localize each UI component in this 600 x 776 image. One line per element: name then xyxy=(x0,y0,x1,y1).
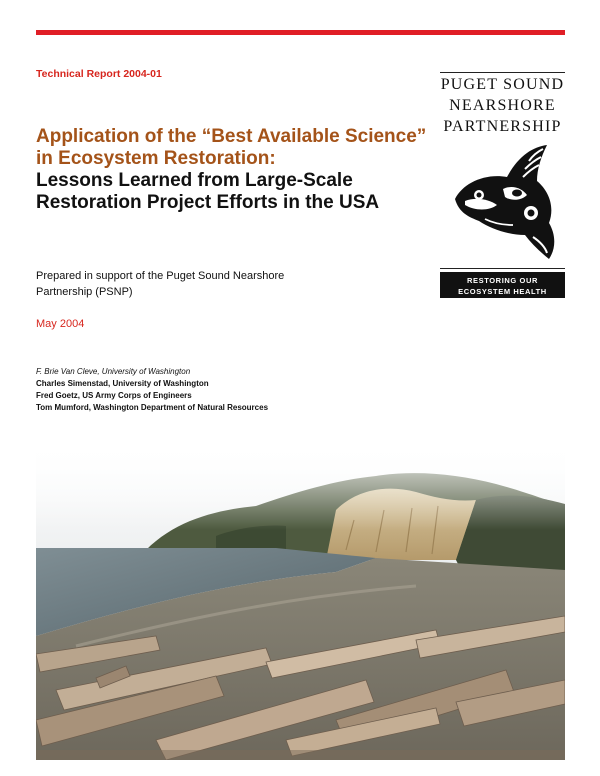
author-item: Tom Mumford, Washington Department of Natural Resources xyxy=(36,403,269,412)
logo-tagline-line-2: ECOSYSTEM HEALTH xyxy=(458,287,547,296)
logo-top-rule xyxy=(440,72,565,73)
title-line-1: Application of the “Best Available Science” in Ecosystem Restoration: xyxy=(36,126,427,169)
logo-tagline-line-1: RESTORING OUR xyxy=(466,276,538,285)
cover-photo xyxy=(36,440,565,760)
orca-icon xyxy=(445,143,563,265)
author-list xyxy=(36,366,268,414)
report-number: Technical Report 2004-01 xyxy=(36,68,162,80)
top-red-bar xyxy=(36,30,565,35)
publication-date: May 2004 xyxy=(36,318,85,330)
page-title xyxy=(36,126,431,214)
logo-text-nearshore: NEARSHORE xyxy=(449,97,556,114)
logo-bottom-rule xyxy=(440,268,565,269)
author-item: F. Brie Van Cleve, University of Washington xyxy=(36,367,191,376)
logo-text-puget-sound: PUGET SOUND xyxy=(440,76,565,93)
title-line-2: Lessons Learned from Large-Scale Restoration Project Efforts in the USA xyxy=(36,170,380,213)
author-item: Fred Goetz, US Army Corps of Engineers xyxy=(36,391,192,400)
prepared-for-text: Prepared in support of the Puget Sound Nearshore Partnership (PSNP) xyxy=(36,270,285,298)
logo-tagline-box xyxy=(440,272,565,298)
author-item: Charles Simenstad, University of Washington xyxy=(36,379,209,388)
logo-text-partnership: PARTNERSHIP xyxy=(443,118,562,135)
